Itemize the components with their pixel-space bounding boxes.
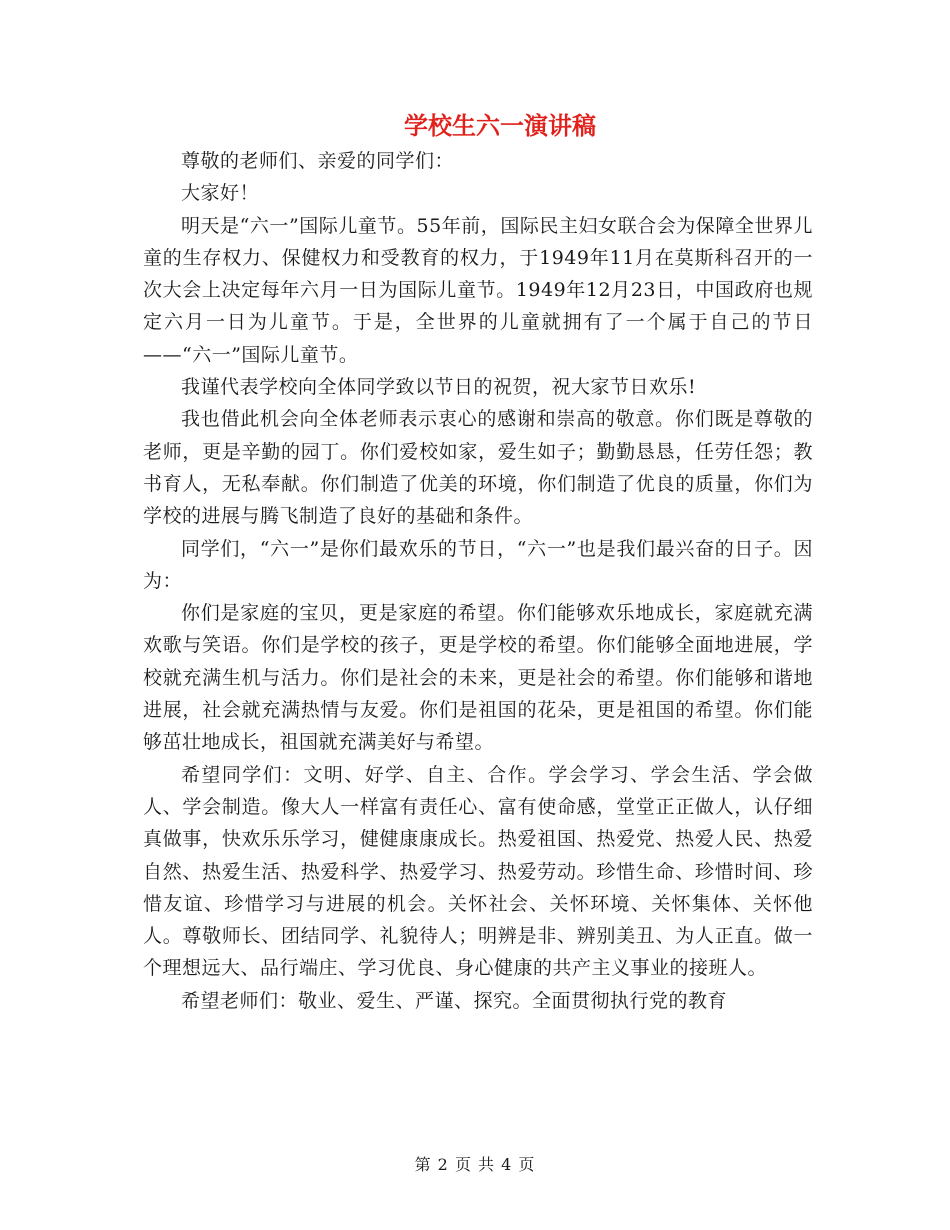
body-paragraph: 希望同学们：文明、好学、自主、合作。学会学习、学会生活、学会做人、学会制造。像大人一样富有责任心、富有使命感，堂堂正正做人，认仔细真做事，快欢乐乐学习，健健康康成长。热爱祖国、热爱党、热爱人民、热爱自然、热爱生活、热爱科学、热爱学习、热爱劳动。珍惜生命、珍惜时间、珍惜友谊、珍惜学习与进展的机会。关怀社会、关怀环境、关怀集体、关怀他人。尊敬师长、团结同学、礼貌待人；明辨是非、辨别美丑、为人正直。做一个理想远大、品行端庄、学习优良、身心健康的共产主义事业的接班人。 [143, 763, 813, 980]
greeting-paragraph: 大家好！ [181, 182, 260, 205]
body-paragraph: 我也借此机会向全体老师表示衷心的感谢和崇高的敬意。你们既是尊敬的老师，更是辛勤的园丁。你们爱校如家，爱生如子；勤勤恳恳，任劳任怨；教书育人，无私奉献。你们制造了优美的环境，你们制造了优良的质量，你们为学校的进展与腾飞制造了良好的基础和条件。 [143, 408, 813, 528]
document-body [143, 145, 813, 1017]
page-number-footer: 第 2 页 共 4 页 [414, 1155, 536, 1174]
body-paragraph: 同学们，“六一”是你们最欢乐的节日，“六一”也是我们最兴奋的日子。因为： [143, 537, 813, 592]
body-paragraph: 我谨代表学校向全体同学致以节日的祝贺，祝大家节日欢乐! [181, 376, 697, 399]
body-paragraph: 希望老师们：敬业、爱生、严谨、探究。全面贯彻执行党的教育 [181, 989, 728, 1012]
salutation-paragraph: 尊敬的老师们、亲爱的同学们： [181, 150, 455, 172]
body-paragraph: 明天是“六一”国际儿童节。55年前，国际民主妇女联合会为保障全世界儿童的生存权力、保健权力和受教育的权力，于1949年11月在莫斯科召开的一次大会上决定每年六月一日为国际儿童节。1949年12月23日，中国政府也规定六月一日为儿童节。于是，全世界的儿童就拥有了一个属于自己的节日——“六一”国际儿童节。 [143, 214, 813, 366]
body-paragraph: 你们是家庭的宝贝，更是家庭的希望。你们能够欢乐地成长，家庭就充满欢歌与笑语。你们是学校的孩子，更是学校的希望。你们能够全面地进展，学校就充满生机与活力。你们是社会的未来，更是社会的希望。你们能够和谐地进展，社会就充满热情与友爱。你们是祖国的花朵，更是祖国的希望。你们能够茁壮地成长，祖国就充满美好与希望。 [143, 602, 813, 754]
document-title: 学校生六一演讲稿 [404, 112, 596, 140]
